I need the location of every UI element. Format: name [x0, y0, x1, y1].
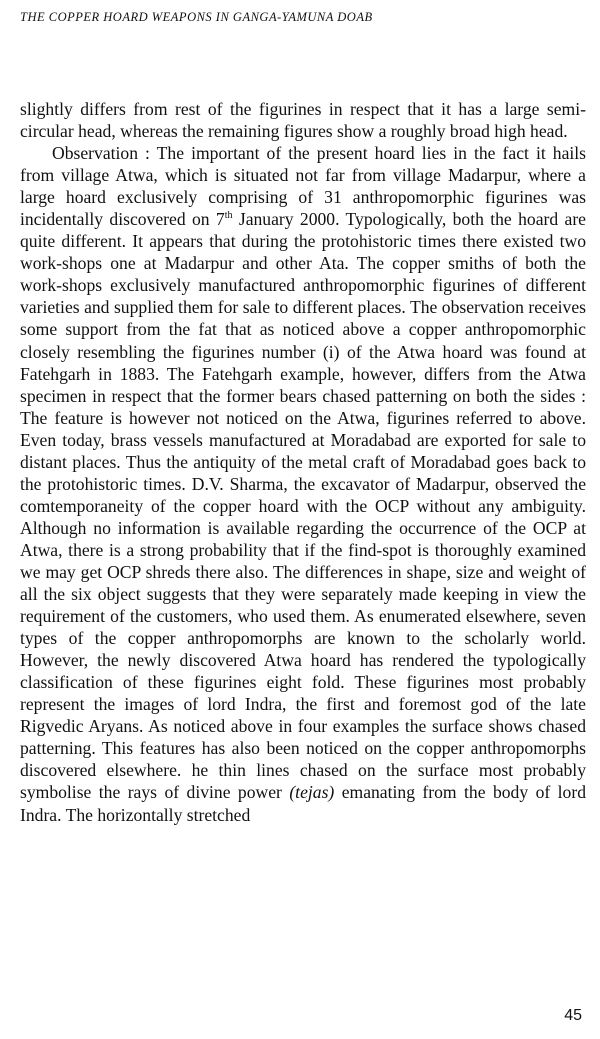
- observation-text-part1: Observation : The important of the present hoard lies in the fact it hails from village Atwa, which is situated not far from village Madarpur, where a large hoard exclusively comprising of 31 anthropomorphic figurines was incidentally discovered on 7: [20, 143, 586, 230]
- page-number: 45: [564, 1007, 582, 1024]
- observation-text-part3: emanating from the body of lord Indra. The horizontally stretched: [20, 782, 586, 825]
- observation-text-part2: January 2000. Typologically, both the hoard are quite different. It appears that during the protohistoric times there existed two work-shops one at Madarpur and other Ata. The copper smiths of both the work-shops exclusively manufactured anthropomorphic figurines of different varieties and supplied them for sale to different places. The observation receives some support from the fat that as noticed above a copper anthropomorphic closely resembling the figurines number (i) of the Atwa hoard was found at Fatehgarh in 1883. The Fatehgarh example, however, differs from the Atwa specimen in respect that the former bears chased patterning on both the sides : The feature is however not noticed on the Atwa, figurines referred to above. Even today, brass vessels manufactured at Moradabad are exported for sale to distant places. Thus the antiquity of the metal craft of Moradabad goes back to the protohistoric times. D.V. Sharma, the excavator of Madarpur, observed the comtemporaneity of the copper hoard with the OCP without any ambiguity. Although no information is available regarding the occurrence of the OCP at Atwa, there is a strong probability that if the find-spot is thoroughly examined we may get OCP shreds there also. The differences in shape, size and weight of all the six object suggests that they were separately made keeping in view the requirement of the customers, who used them. As enumerated elsewhere, seven types of the copper anthropomorphs are known to the scholarly world. However, the newly discovered Atwa hoard has rendered the typologically classification of these figurines eight fold. These figurines most probably represent the images of lord Indra, the first and foremost god of the late Rigvedic Aryans. As noticed above in four examples the surface shows chased patterning. This features has also been noticed on the copper anthropomorphs discovered elsewhere. he thin lines chased on the surface most probably symbolise the rays of divine power: [20, 209, 586, 803]
- running-header: THE COPPER HOARD WEAPONS IN GANGA-YAMUNA DOAB: [20, 10, 373, 24]
- paragraph-observation: [20, 142, 586, 825]
- body-text: [20, 98, 586, 826]
- italic-term: (tejas): [289, 782, 335, 803]
- paragraph-continuation: slightly differs from rest of the figurines in respect that it has a large semi-circular head, whereas the remaining figures show a roughly broad high head.: [20, 99, 586, 142]
- ordinal-superscript: th: [224, 210, 233, 222]
